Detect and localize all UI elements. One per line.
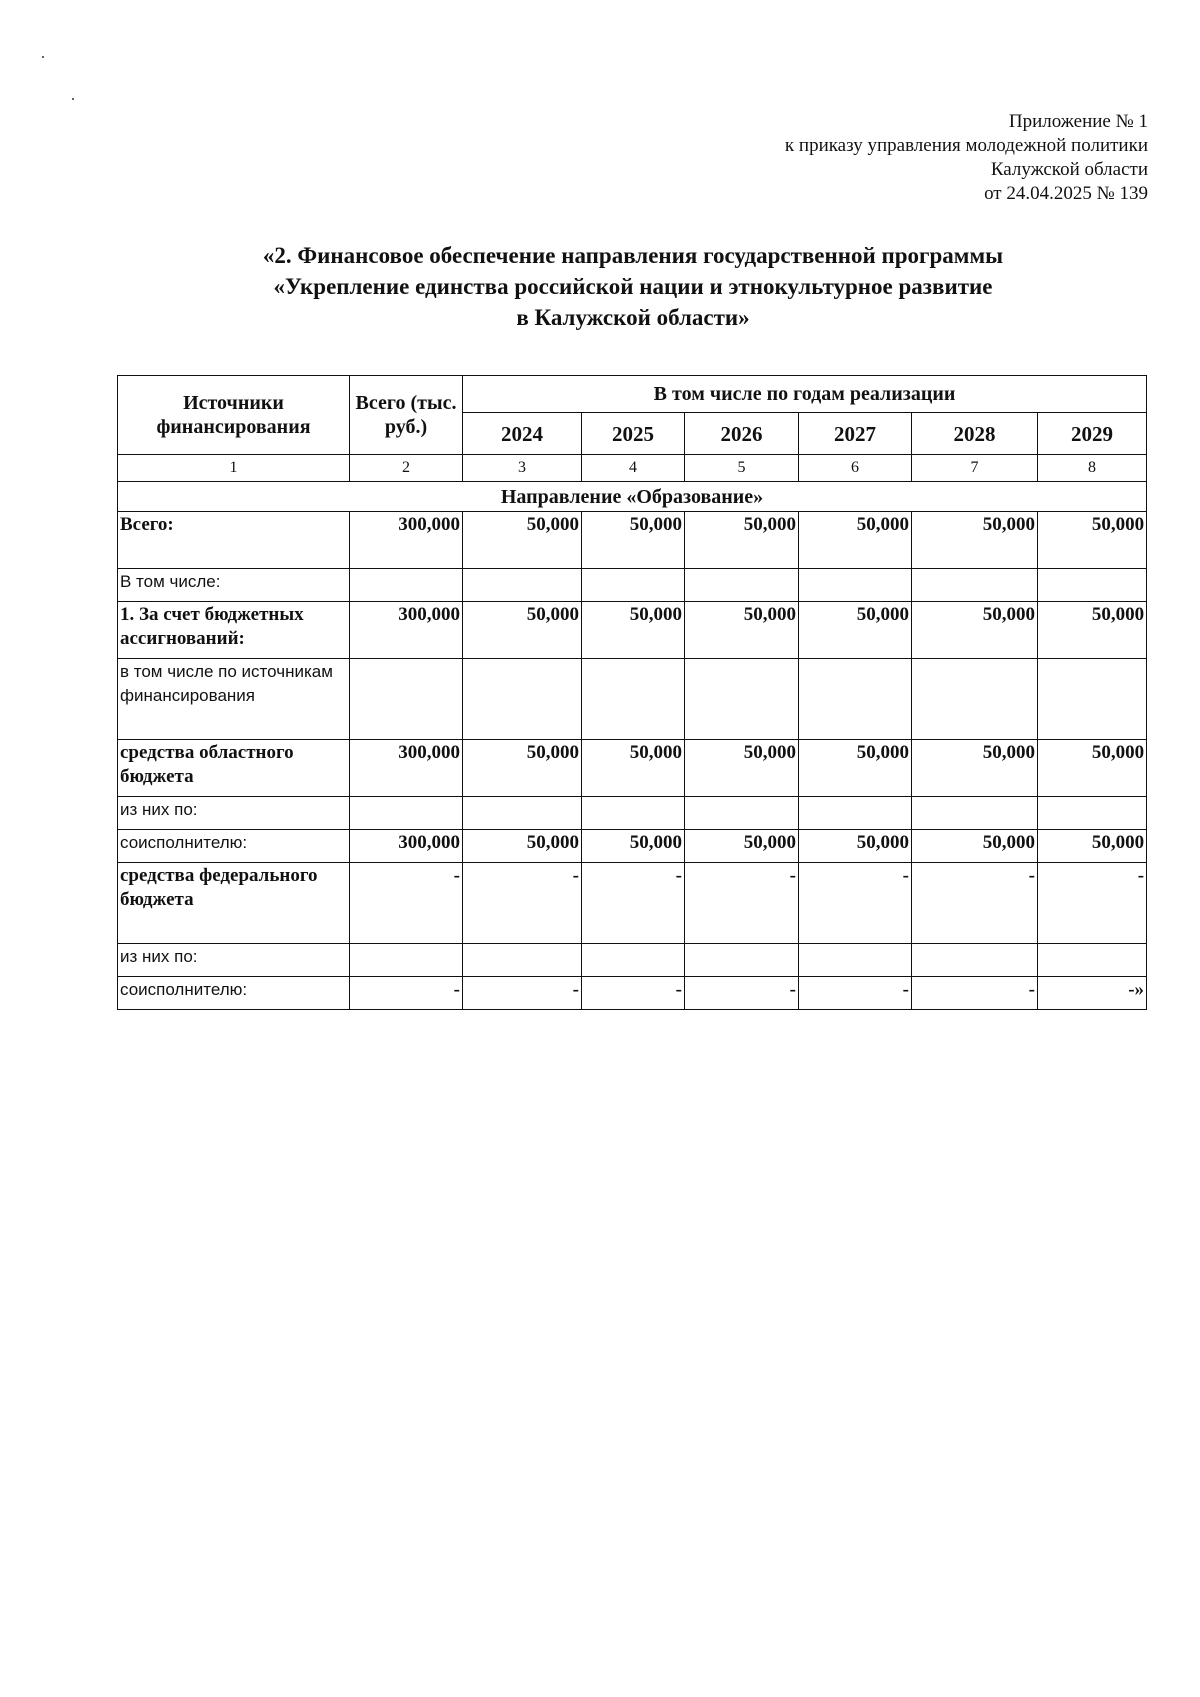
cell-year-value [685,944,799,977]
cell-year-value: - [799,977,912,1010]
cell-year-value: 50,000 [799,740,912,797]
cell-year-value [799,797,912,830]
table-row [118,977,1147,1010]
column-number: 3 [463,455,582,482]
cell-year-value: 50,000 [799,512,912,569]
title-line: «2. Финансовое обеспечение направления государственной программы [262,243,1004,268]
document-title [120,240,1146,333]
title-line: в Калужской области» [516,305,750,330]
cell-year-value [582,944,685,977]
title-line: «Укрепление единства российской нации и этнокультурное развитие [273,274,993,299]
table-row [118,797,1147,830]
table-body [118,512,1147,1010]
cell-year-value [799,569,912,602]
cell-year-value: 50,000 [685,830,799,863]
cell-year-value [582,569,685,602]
header-year: 2027 [799,413,912,455]
cell-year-value: 50,000 [463,602,582,659]
cell-total [350,659,463,740]
financing-table [117,375,1147,1010]
appendix-number: Приложение № 1 [1008,111,1148,132]
cell-year-value: 50,000 [463,830,582,863]
header-year: 2029 [1038,413,1147,455]
cell-year-value: 50,000 [912,830,1038,863]
cell-year-value: - [912,977,1038,1010]
cell-year-value: - [582,977,685,1010]
cell-year-value: - [582,863,685,944]
header-year: 2026 [685,413,799,455]
cell-year-value: 50,000 [582,602,685,659]
cell-year-value [685,797,799,830]
cell-year-value [912,569,1038,602]
cell-year-value [1038,569,1147,602]
column-number: 1 [118,455,350,482]
header-total: Всего (тыс. руб.) [350,376,463,455]
cell-year-value [582,659,685,740]
cell-year-value: 50,000 [912,512,1038,569]
row-label: 1. За счет бюджетных ассигнований: [118,602,350,659]
cell-year-value: 50,000 [799,602,912,659]
row-label: средства областного бюджета [118,740,350,797]
cell-year-value [685,569,799,602]
cell-year-value: - [685,977,799,1010]
table-row [118,830,1147,863]
row-label: из них по: [118,944,350,977]
header-source: Источники финансирования [118,376,350,455]
cell-year-value [463,569,582,602]
cell-year-value: - [685,863,799,944]
cell-year-value: 50,000 [1038,602,1147,659]
cell-total [350,797,463,830]
cell-year-value: 50,000 [1038,740,1147,797]
cell-total: 300,000 [350,830,463,863]
table-row [118,659,1147,740]
header-year: 2025 [582,413,685,455]
cell-year-value: 50,000 [582,512,685,569]
cell-year-value [799,944,912,977]
cell-year-value: - [1038,863,1147,944]
column-number: 2 [350,455,463,482]
appendix-order: к приказу управления молодежной политики [784,135,1148,156]
scan-speck [72,98,74,100]
cell-total [350,569,463,602]
table-row [118,863,1147,944]
cell-year-value: 50,000 [463,512,582,569]
cell-year-value: - [912,863,1038,944]
row-label: соисполнителю: [118,830,350,863]
row-label: из них по: [118,797,350,830]
cell-year-value [912,944,1038,977]
cell-year-value [582,797,685,830]
cell-year-value [1038,659,1147,740]
cell-year-value: 50,000 [912,740,1038,797]
cell-year-value: 50,000 [799,830,912,863]
cell-year-value [463,944,582,977]
table-head [118,376,1147,512]
table-row [118,602,1147,659]
table-row [118,512,1147,569]
cell-year-value [912,797,1038,830]
appendix-region: Калужской области [990,159,1148,180]
cell-year-value: - [463,977,582,1010]
cell-year-value: 50,000 [463,740,582,797]
cell-year-value [1038,944,1147,977]
cell-year-value: 50,000 [582,740,685,797]
appendix-date: от 24.04.2025 № 139 [984,183,1148,204]
cell-total: 300,000 [350,740,463,797]
header-years-group: В том числе по годам реализации [463,376,1147,413]
cell-year-value [463,659,582,740]
column-number: 4 [582,455,685,482]
cell-year-value: - [799,863,912,944]
cell-year-value [912,659,1038,740]
row-label: в том числе по источникам финансирования [118,659,350,740]
cell-year-value: -» [1038,977,1147,1010]
cell-year-value: 50,000 [685,602,799,659]
cell-year-value [463,797,582,830]
cell-year-value: 50,000 [582,830,685,863]
cell-year-value [685,659,799,740]
cell-year-value: - [463,863,582,944]
cell-year-value: 50,000 [685,512,799,569]
row-label: соисполнителю: [118,977,350,1010]
cell-year-value: 50,000 [1038,512,1147,569]
column-number: 7 [912,455,1038,482]
cell-year-value: 50,000 [912,602,1038,659]
section-title: Направление «Образование» [118,482,1147,512]
row-label: Всего: [118,512,350,569]
cell-year-value [799,659,912,740]
cell-year-value [1038,797,1147,830]
cell-total: - [350,977,463,1010]
column-number: 6 [799,455,912,482]
cell-total: 300,000 [350,602,463,659]
cell-total [350,944,463,977]
header-year: 2028 [912,413,1038,455]
scan-speck [42,56,44,58]
table-row [118,740,1147,797]
row-label: средства федерального бюджета [118,863,350,944]
table-row [118,944,1147,977]
cell-year-value: 50,000 [685,740,799,797]
cell-total: - [350,863,463,944]
column-number: 5 [685,455,799,482]
column-number: 8 [1038,455,1147,482]
header-year: 2024 [463,413,582,455]
table-row [118,569,1147,602]
appendix-header [785,110,1148,206]
cell-year-value: 50,000 [1038,830,1147,863]
row-label: В том числе: [118,569,350,602]
cell-total: 300,000 [350,512,463,569]
